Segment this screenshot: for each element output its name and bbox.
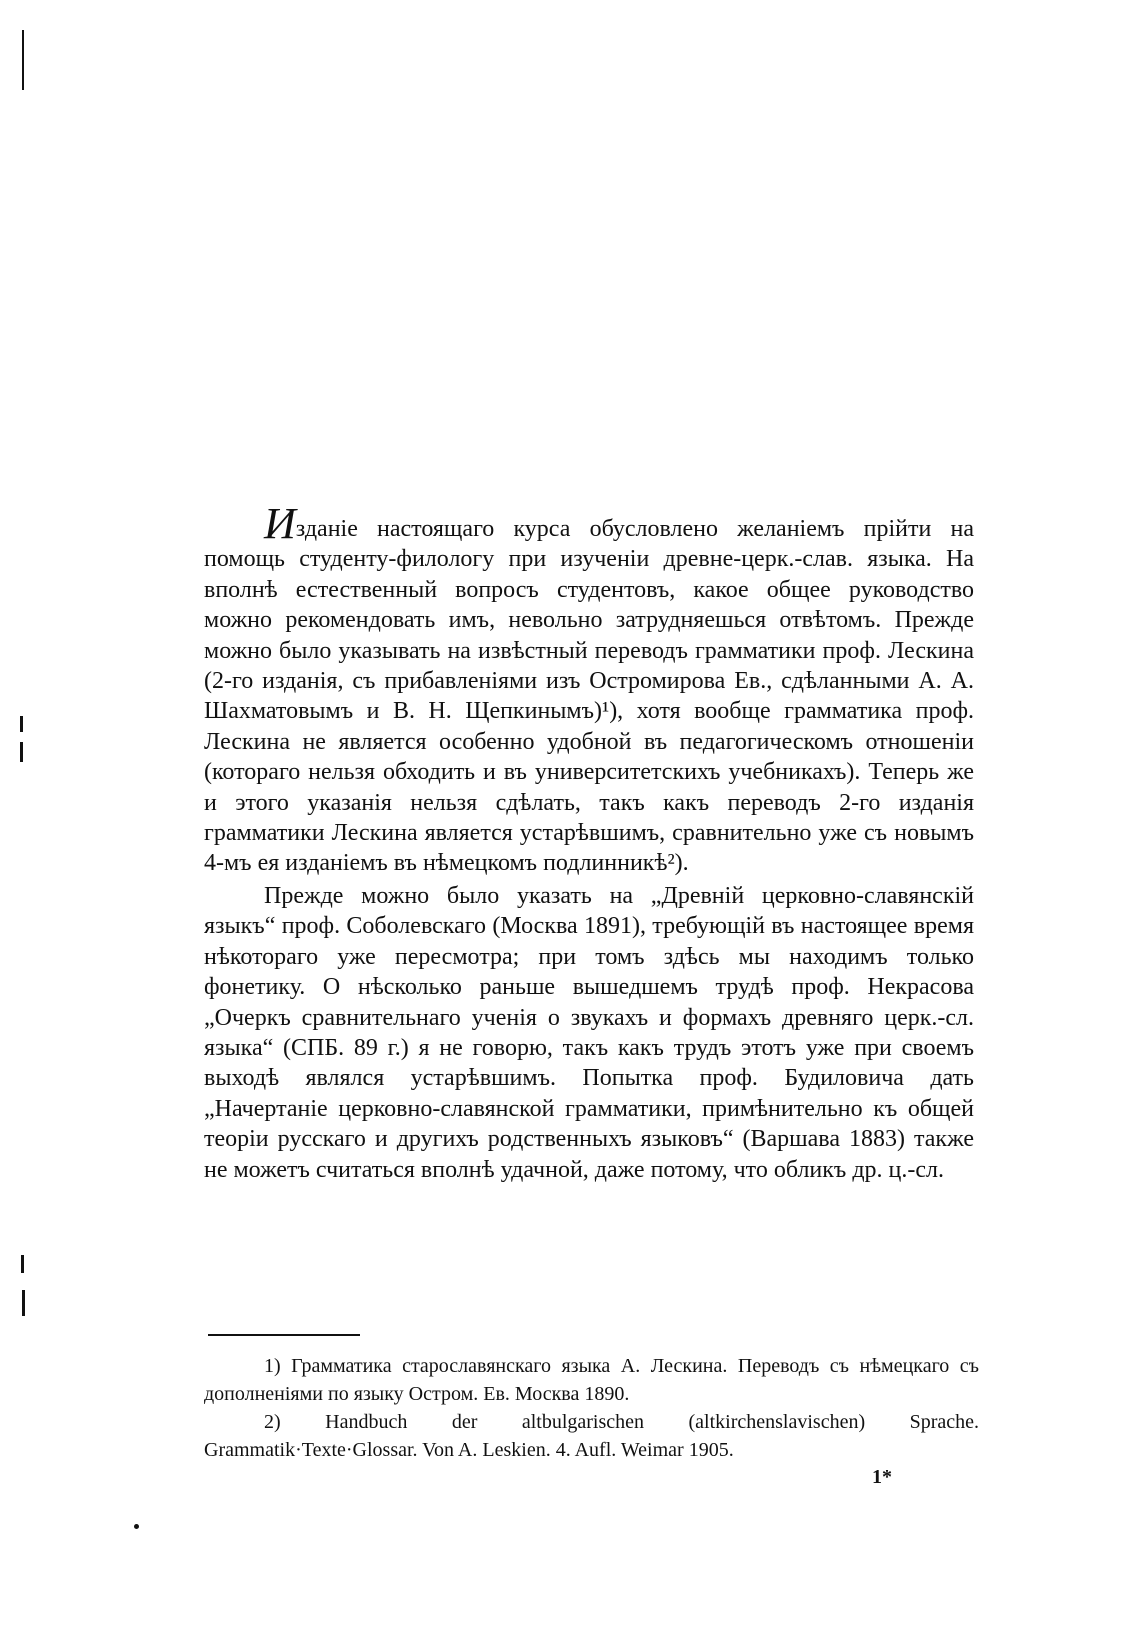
footnote-1: 1) Грамматика старославянскаго языка А. Лескина. Переводъ съ нѣмецкаго съ дополненіями по языку Остром. Ев. Москва 1890. <box>204 1355 979 1405</box>
signature-mark: 1* <box>872 1466 892 1488</box>
footnote-2: 2) Handbuch der altbulgarischen (altkirchenslavischen) Sprache. Grammatik·Texte·Glossar. Von A. Leskien. 4. Aufl. Weimar 1905. <box>204 1411 979 1461</box>
scan-edge-mark <box>22 30 24 90</box>
paragraph-1 <box>204 500 974 879</box>
initial-letter: И <box>264 499 296 548</box>
scan-edge-mark <box>20 742 23 762</box>
scan-dot <box>134 1524 139 1529</box>
scan-edge-mark <box>21 1255 24 1273</box>
footnotes <box>204 1352 979 1464</box>
scan-edge-mark <box>20 716 23 732</box>
footnote-rule <box>208 1334 360 1336</box>
paragraph-2: Прежде можно было указать на „Древній церковно-славянскій языкъ“ проф. Соболевскаго (Москва 1891), требующій въ настоящее время нѣкотораго уже пересмотра; при томъ здѣсь мы находимъ только фонетику. О нѣсколько раньше вышедшемъ трудѣ проф. Некрасова „Очеркъ сравнительнаго ученія о звукахъ и формахъ древняго церк.-сл. языка“ (СПБ. 89 г.) я не говорю, такъ какъ трудъ этотъ уже при своемъ выходѣ являлся устарѣвшимъ. Попытка проф. Будиловича дать „Начертаніе церковно-славянской грамматики, примѣнительно къ общей теоріи русскаго и другихъ родственныхъ языковъ“ (Варшава 1883) также не можетъ считаться вполнѣ удачной, даже потому, что обликъ др. ц.-сл. <box>204 882 974 1183</box>
scan-edge-mark <box>22 1290 25 1316</box>
paragraph-1-text: зданіе настоящаго курса обусловлено желаніемъ прійти на помощь студенту-филологу при изученіи древне-церк.-слав. языка. На вполнѣ естественный вопросъ студентовъ, какое общее руководство можно рекомендовать имъ, невольно затрудняешься отвѣтомъ. Прежде можно было указывать на извѣстный переводъ грамматики проф. Лескина (2-го изданія, съ прибавленіями изъ Остромирова Ев., сдѣланными А. А. Шахматовымъ и В. Н. Щепкинымъ)¹), хотя вообще грамматика проф. Лескина не является особенно удобной въ педагогическомъ отношеніи (котораго нельзя обходить и въ университетскихъ учебникахъ). Теперь же и этого указанія нельзя сдѣлать, такъ какъ переводъ 2-го изданія грамматики Лескина является устарѣвшимъ, сравнительно уже съ новымъ 4-мъ ея изданіемъ въ нѣмецкомъ подлинникѣ²). <box>204 516 974 877</box>
main-text <box>204 500 974 1185</box>
